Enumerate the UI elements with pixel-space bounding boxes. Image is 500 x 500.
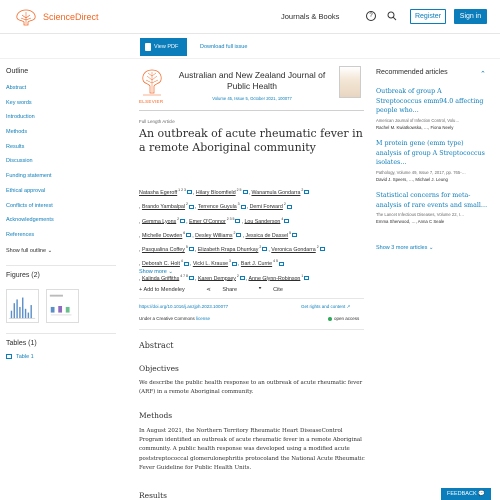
affiliation-marker[interactable]: 2 3 5 xyxy=(225,216,235,221)
affiliation-marker[interactable]: 1 2 3 xyxy=(177,188,186,192)
outline-item-key-words[interactable]: Key words xyxy=(6,99,32,106)
affiliation-marker[interactable]: 2 xyxy=(235,273,239,278)
outline-item-references[interactable]: References xyxy=(6,231,35,238)
show-more-articles-label: Show 3 more articles xyxy=(376,245,428,251)
article-title: An outbreak of acute rheumatic fever in a remote Aboriginal community xyxy=(139,127,363,154)
affiliation-marker[interactable]: 4 7 8 xyxy=(179,273,189,278)
author-name[interactable]: Pasqualina Coffey xyxy=(141,246,185,253)
doi-link[interactable]: https://doi.org/10.1016/j.anzjph.2023.100077 xyxy=(139,304,229,309)
email-icon[interactable] xyxy=(304,276,309,280)
add-to-mendeley-label: Add to Mendeley xyxy=(143,287,185,293)
author-name[interactable]: Vicki L. Krause xyxy=(192,261,229,268)
recommended-article[interactable] xyxy=(376,87,488,130)
figure-thumbnail-2[interactable] xyxy=(46,289,79,323)
author-name[interactable]: Kalinda Griffiths xyxy=(141,275,180,282)
register-button[interactable]: Register xyxy=(410,9,446,24)
chat-icon: 💬 xyxy=(478,491,486,497)
view-pdf-button[interactable] xyxy=(140,38,187,56)
email-icon[interactable] xyxy=(292,233,297,237)
journal-title[interactable]: Australian and New Zealand Journal of Public Health xyxy=(178,70,326,91)
outline-item-acknowledgements[interactable]: Acknowledgements xyxy=(6,217,54,224)
author-name[interactable]: Bart J. Currie xyxy=(240,261,273,268)
quote-icon: ❞ xyxy=(258,287,262,293)
email-icon[interactable] xyxy=(262,247,267,251)
author-name[interactable]: Anne Glynn-Robinson xyxy=(248,275,301,282)
outline-item-results[interactable]: Results xyxy=(6,143,25,150)
recommended-article-title[interactable]: Outbreak of group A Streptococcus emm94.0 affecting people who… xyxy=(376,88,484,114)
license-prefix: Under a Creative Commons xyxy=(139,316,195,321)
rights-label: Get rights and content xyxy=(301,304,346,309)
affiliation-marker[interactable]: 3 xyxy=(228,259,231,264)
journal-issue-info[interactable]: Volume 45, Issue 5, October 2021, 100077 xyxy=(212,96,292,101)
author-name[interactable]: Emer O'Connor xyxy=(189,218,226,225)
pdf-icon xyxy=(145,43,151,51)
tables-panel xyxy=(6,340,116,360)
outline-item-conflicts[interactable]: Conflicts of interest xyxy=(6,202,53,209)
chevron-down-icon: ⌄ xyxy=(428,245,434,251)
recommended-article-source: Pathology, Volume 49, Issue 7, 2017, pp. 765-… xyxy=(376,169,466,175)
email-icon[interactable] xyxy=(235,219,240,223)
brand-name[interactable]: ScienceDirect xyxy=(43,12,99,22)
author-list xyxy=(139,185,366,285)
email-icon[interactable] xyxy=(284,219,289,223)
outline-item-funding[interactable]: Funding statement xyxy=(6,173,52,180)
tables-title: Tables (1) xyxy=(6,340,37,347)
journal-cover-image[interactable] xyxy=(339,66,361,98)
figure-thumbnail-1[interactable] xyxy=(6,289,39,323)
outline-panel xyxy=(6,68,116,254)
email-icon[interactable] xyxy=(241,205,246,209)
author-row: , Pasqualina Coffey $^5$ , Elizabeth Rrapa Dhurrkay $^2$ , Veronica Gondarra $^2$ xyxy=(139,242,366,256)
chevron-down-icon: ⌄ xyxy=(47,247,53,254)
author-name[interactable]: Jessica de Dassel xyxy=(245,232,289,239)
author-name[interactable]: Veronica Gondarra xyxy=(271,246,316,253)
affiliation-marker[interactable]: 4 5 xyxy=(272,259,278,264)
outline-item-abstract[interactable]: Abstract xyxy=(6,85,27,91)
table-link-label: Table 1 xyxy=(16,354,34,360)
affiliation-marker[interactable]: 6 xyxy=(182,230,186,235)
figures-title: Figures (2) xyxy=(6,272,40,279)
email-icon[interactable] xyxy=(240,276,245,280)
author-row: , Deborah C. Holt $^4$ , Vicki L. Krause $^3$ , Bart J. Currie $^{4 5}$ xyxy=(139,256,366,270)
author-name[interactable]: Deborah C. Holt xyxy=(141,261,180,268)
affiliation-marker[interactable]: 5 xyxy=(288,230,292,235)
nav-journals-books[interactable]: Journals & Books xyxy=(281,12,340,21)
results-heading: Results xyxy=(139,491,168,500)
recommended-article-authors: David J. Speers, …, Michael J. Leung xyxy=(376,176,448,182)
article-toolbar xyxy=(0,35,500,59)
elsevier-tree-logo[interactable] xyxy=(12,8,40,26)
share-button[interactable] xyxy=(206,287,247,293)
chevron-down-icon: ⌄ xyxy=(168,269,173,275)
objectives-heading: Objectives xyxy=(139,364,179,373)
affiliation-marker[interactable]: 2 xyxy=(258,245,262,250)
recommended-article-title[interactable]: M protein gene (emm type) analysis of group A Streptococcus isolates… xyxy=(376,140,485,166)
affiliation-marker[interactable]: 4 xyxy=(280,216,284,221)
author-name[interactable]: Terrence Guyula xyxy=(197,204,237,211)
help-icon[interactable]: ? xyxy=(366,11,376,21)
divider xyxy=(6,265,116,266)
open-access-badge xyxy=(328,316,359,321)
license-link[interactable]: license xyxy=(196,316,211,321)
affiliation-marker[interactable]: 2 xyxy=(185,202,188,207)
show-more-label: Show more xyxy=(139,269,167,275)
feedback-label: FEEDBACK xyxy=(446,491,477,497)
get-rights-link[interactable] xyxy=(301,304,350,310)
email-icon[interactable] xyxy=(279,262,284,266)
show-more-articles[interactable] xyxy=(376,245,434,251)
email-icon[interactable] xyxy=(236,233,241,237)
feedback-button[interactable] xyxy=(441,488,491,500)
author-row: Natasha Egeroff $^{1 2 3}$ , Hilary Bloomfield $^{2 5}$ , Wanamula Gondarra $^2$ xyxy=(139,185,366,199)
author-name[interactable]: Michelle Dowden xyxy=(141,232,183,239)
affiliation-marker[interactable]: 2 xyxy=(282,202,286,207)
open-access-label: open access xyxy=(334,316,360,321)
divider xyxy=(139,298,364,299)
author-name[interactable]: Hilary Bloomfield xyxy=(195,189,236,196)
author-name[interactable]: Gemma Lyons xyxy=(141,218,177,225)
methods-heading: Methods xyxy=(139,411,173,420)
table-icon xyxy=(6,354,12,359)
email-icon[interactable] xyxy=(189,205,194,209)
email-icon[interactable] xyxy=(187,190,192,194)
cite-button[interactable] xyxy=(259,287,293,293)
author-name[interactable]: Natasha Egeroff xyxy=(139,189,178,196)
recommended-article[interactable] xyxy=(376,191,488,224)
table-link-1[interactable] xyxy=(6,354,116,360)
show-full-outline[interactable] xyxy=(6,248,116,254)
article-type: Full Length Article xyxy=(139,119,175,124)
recommended-article-authors: Rachel M. Kwiatkowska, …, Fiona Neely xyxy=(376,124,454,130)
divider xyxy=(6,333,116,334)
add-to-mendeley-button[interactable]: + Add to Mendeley xyxy=(139,287,185,293)
author-name[interactable]: Lou Sanderson xyxy=(244,218,281,225)
affiliation-marker[interactable]: 3 xyxy=(236,202,240,207)
recommended-article-source: American Journal of Infection Control, Volu… xyxy=(376,117,460,123)
email-icon[interactable] xyxy=(320,247,325,251)
recommended-article[interactable] xyxy=(376,139,488,182)
affiliation-marker[interactable]: 2 xyxy=(176,216,180,221)
download-full-issue-link[interactable]: Download full issue xyxy=(200,44,248,50)
email-icon[interactable] xyxy=(189,276,194,280)
email-icon[interactable] xyxy=(232,262,237,266)
author-row: , Gemma Lyons $^2$ , Emer O'Connor $^{2 3 5}$ , Lou Sanderson $^4$ xyxy=(139,214,366,228)
author-name[interactable]: Brando Yambalpal xyxy=(141,204,186,211)
author-name[interactable]: Demi Forward xyxy=(249,204,283,211)
affiliation-marker[interactable]: 4 xyxy=(179,259,183,264)
sign-in-button[interactable]: Sign in xyxy=(454,9,487,24)
recommended-article-title[interactable]: Statistical concerns for meta-analysis of rare events and small… xyxy=(376,192,488,209)
share-icon: ⋖ xyxy=(206,287,211,293)
cite-label: Cite xyxy=(273,287,283,293)
author-row: , Michelle Dowden $^6$ , Desley Williams $^2$ , Jessica de Dassel $^5$ xyxy=(139,228,366,242)
recommended-article-authors: Emma Sherwood, …, Anna C Seale xyxy=(376,219,445,224)
view-pdf-label: View PDF xyxy=(154,44,179,50)
email-icon[interactable] xyxy=(243,190,248,194)
outline-item-discussion[interactable]: Discussion xyxy=(6,158,33,165)
objectives-text: We describe the public health response to an outbreak of acute rheumatic fever (ARF) in a remote Aboriginal community. xyxy=(139,380,363,396)
email-icon[interactable] xyxy=(184,262,189,266)
methods-text: In August 2021, the Northern Territory Rheumatic Heart DiseaseControl Program identified an outbreak of acute rheumatic fever in a remote Aboriginal community. A public health response was developed using a modified acute poststreptococcal glomerulonephritis protocoland the National Acute Rheumatic Fever Guideline for Public Health Units. xyxy=(139,428,365,471)
elsevier-journal-logo[interactable] xyxy=(139,67,165,103)
author-row: , Brando Yambalpal $^2$ , Terrence Guyula $^3$ , Demi Forward $^2$ xyxy=(139,199,366,213)
license-info xyxy=(139,316,210,321)
outline-item-ethical[interactable]: Ethical approval xyxy=(6,187,46,194)
share-label: Share xyxy=(222,287,238,293)
outline-item-introduction[interactable]: Introduction xyxy=(6,114,35,121)
recommended-article-source: The Lancet Infectious Diseases, Volume 22, I… xyxy=(376,212,465,217)
article-actions xyxy=(139,287,303,293)
affiliation-marker[interactable]: 2 xyxy=(232,230,236,235)
email-icon[interactable] xyxy=(189,247,194,251)
top-header xyxy=(0,0,500,34)
show-full-outline-label: Show full outline xyxy=(6,247,47,254)
email-icon[interactable] xyxy=(186,233,191,237)
author-name[interactable]: Elizabeth Rrapa Dhurrkay xyxy=(197,246,259,253)
divider xyxy=(139,110,364,111)
author-name[interactable]: Wanamula Gondarra xyxy=(251,189,301,196)
affiliation-marker[interactable]: 2 5 xyxy=(235,188,242,192)
recommended-title: Recommended articles xyxy=(376,69,448,76)
figures-panel xyxy=(6,272,116,287)
external-link-icon: ↗ xyxy=(346,304,351,309)
author-name[interactable]: Karen Dempsey xyxy=(197,275,236,282)
affiliation-marker[interactable]: 2 xyxy=(315,245,319,250)
outline-title: Outline xyxy=(6,68,29,75)
author-row: , Kalinda Griffiths $^{4 7 8}$ , Karen Dempsey $^2$ , Anne Glynn-Robinson $^1$ xyxy=(139,271,366,285)
chevron-up-icon[interactable]: ⌃ xyxy=(480,71,486,78)
email-icon[interactable] xyxy=(287,205,292,209)
affiliation-marker[interactable]: 5 xyxy=(184,245,188,250)
outline-item-methods[interactable]: Methods xyxy=(6,129,28,136)
affiliation-marker[interactable]: 2 xyxy=(300,188,304,192)
email-icon[interactable] xyxy=(304,190,309,194)
show-more-authors[interactable] xyxy=(139,269,173,275)
affiliation-marker[interactable]: 1 xyxy=(300,273,304,278)
publisher-name: ELSEVIER xyxy=(139,99,164,104)
author-name[interactable]: Desley Williams xyxy=(195,232,233,239)
open-access-icon xyxy=(328,317,332,321)
email-icon[interactable] xyxy=(180,219,185,223)
divider xyxy=(139,329,364,330)
search-icon[interactable] xyxy=(387,11,397,21)
abstract-heading: Abstract xyxy=(139,341,174,350)
